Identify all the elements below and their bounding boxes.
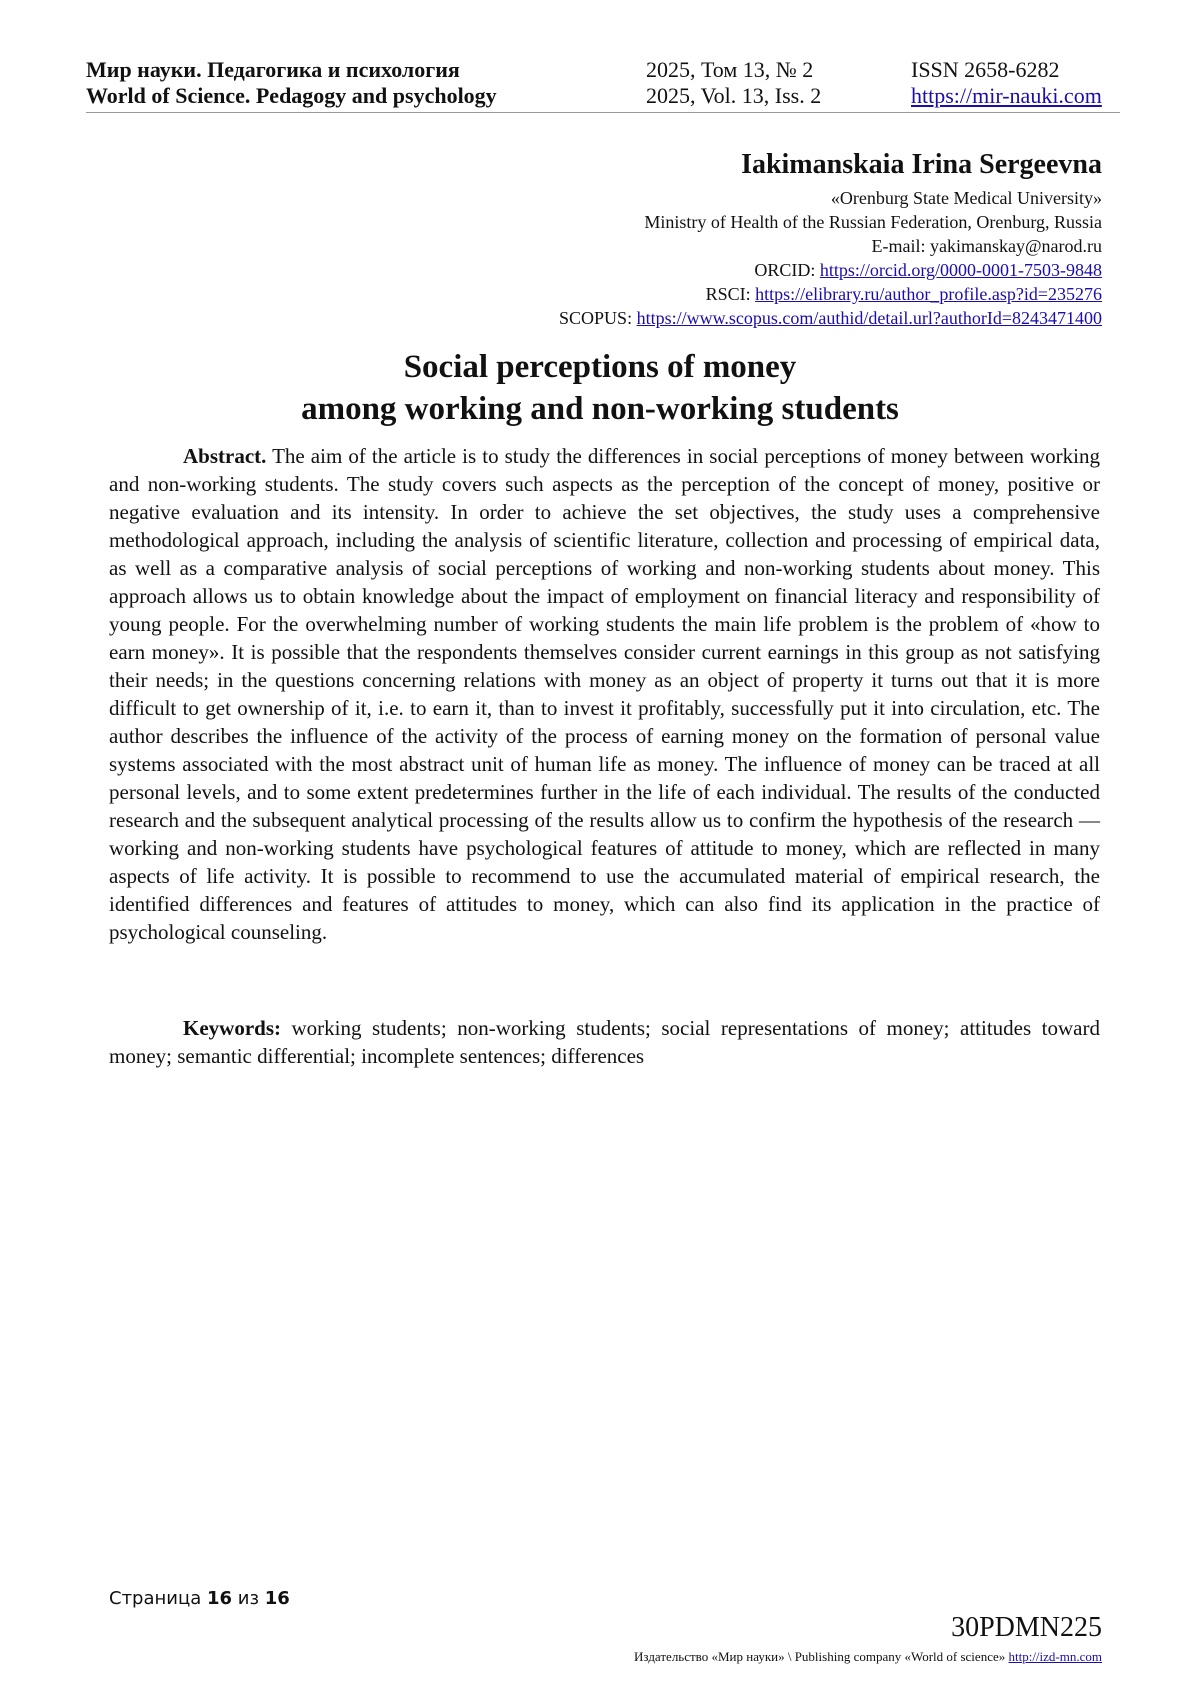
publisher-link[interactable]: http://izd-mn.com <box>1008 1649 1102 1664</box>
author-scopus <box>559 306 1102 330</box>
abstract-label: Abstract. <box>183 444 267 468</box>
publisher-text: Издательство «Мир науки» \ Publishing company «World of science» <box>634 1649 1009 1664</box>
scopus-label: SCOPUS: <box>559 308 637 328</box>
abstract <box>109 442 1100 946</box>
header-row-en <box>86 82 1120 109</box>
orcid-link[interactable]: https://orcid.org/0000-0001-7503-9848 <box>819 260 1102 280</box>
page-separator: из <box>232 1588 265 1609</box>
rsci-link[interactable]: https://elibrary.ru/author_profile.asp?id=235276 <box>755 284 1102 304</box>
volume-ru: 2025, Том 13, № 2 <box>646 57 814 82</box>
issn: ISSN 2658-6282 <box>911 57 1060 82</box>
keywords-label: Keywords: <box>183 1016 281 1040</box>
page-current: 16 <box>206 1588 233 1609</box>
page-prefix: Страница <box>109 1588 207 1609</box>
author-orcid <box>559 258 1102 282</box>
header-row-ru <box>86 56 1120 83</box>
rsci-label: RSCI: <box>705 284 756 304</box>
abstract-text: The aim of the article is to study the differences in social perceptions of money between working and non-working students. The study covers such aspects as the perception of the concept of money, positive or negative evaluation and its intensity. In order to achieve the set objectives, the study uses a comprehensive methodological approach, including the analysis of scientific literature, collection and processing of empirical data, as well as a comparative analysis of social perceptions of working and non-working students about money. This approach allows us to obtain knowledge about the impact of employment on financial literacy and responsibility of young people. For the overwhelming number of working students the main life problem is the problem of «how to earn money». It is possible that the respondents themselves consider current earnings in this group as not satisfying their needs; in the questions concerning relations with money as an object of property it turns out that it is more difficult to get ownership of it, i.e. to earn it, than to invest it profitably, successfully put it into circulation, etc. The author describes the influence of the activity of the process of earning money on the formation of personal value systems associated with the most abstract unit of human life as money. The influence of money can be traced at all personal levels, and to some extent predetermines further in the life of each individual. The results of the conducted research and the subsequent analytical processing of the results allow us to confirm the hypothesis of the research — working and non-working students have psychological features of attitude to money, which are reflected in many aspects of life activity. It is possible to recommend to use the accumulated material of empirical research, the identified differences and features of attitudes to money, which can also find its application in the practice of psychological counseling. <box>109 444 1100 944</box>
journal-title-en: World of Science. Pedagogy and psychology <box>86 83 497 108</box>
journal-website-link[interactable]: https://mir-nauki.com <box>911 83 1102 108</box>
journal-header <box>86 56 1120 113</box>
orcid-label: ORCID: <box>754 260 820 280</box>
journal-title-ru: Мир науки. Педагогика и психология <box>86 57 460 82</box>
article-title-line-2: among working and non-working students <box>301 391 899 427</box>
author-email: E-mail: yakimanskay@narod.ru <box>871 236 1102 256</box>
volume-en: 2025, Vol. 13, Iss. 2 <box>646 83 822 108</box>
page-number <box>109 1588 290 1609</box>
scopus-link[interactable]: https://www.scopus.com/authid/detail.url?authorId=8243471400 <box>636 308 1102 328</box>
author-name: Iakimanskaia Irina Sergeevna <box>741 149 1102 180</box>
author-affiliation-1: «Orenburg State Medical University» <box>830 188 1102 208</box>
page-total: 16 <box>264 1588 290 1609</box>
author-rsci <box>559 282 1102 306</box>
keywords <box>109 1014 1100 1070</box>
author-block <box>559 148 1102 330</box>
article-title <box>100 346 1100 430</box>
author-affiliation-2: Ministry of Health of the Russian Federation, Orenburg, Russia <box>644 212 1102 232</box>
article-code: 30PDMN225 <box>951 1612 1102 1643</box>
keywords-text: working students; non-working students; social representations of money; attitudes toward money; semantic differential; incomplete sentences; differences <box>109 1016 1100 1068</box>
article-title-line-1: Social perceptions of money <box>403 349 797 385</box>
publisher-line <box>634 1649 1102 1665</box>
